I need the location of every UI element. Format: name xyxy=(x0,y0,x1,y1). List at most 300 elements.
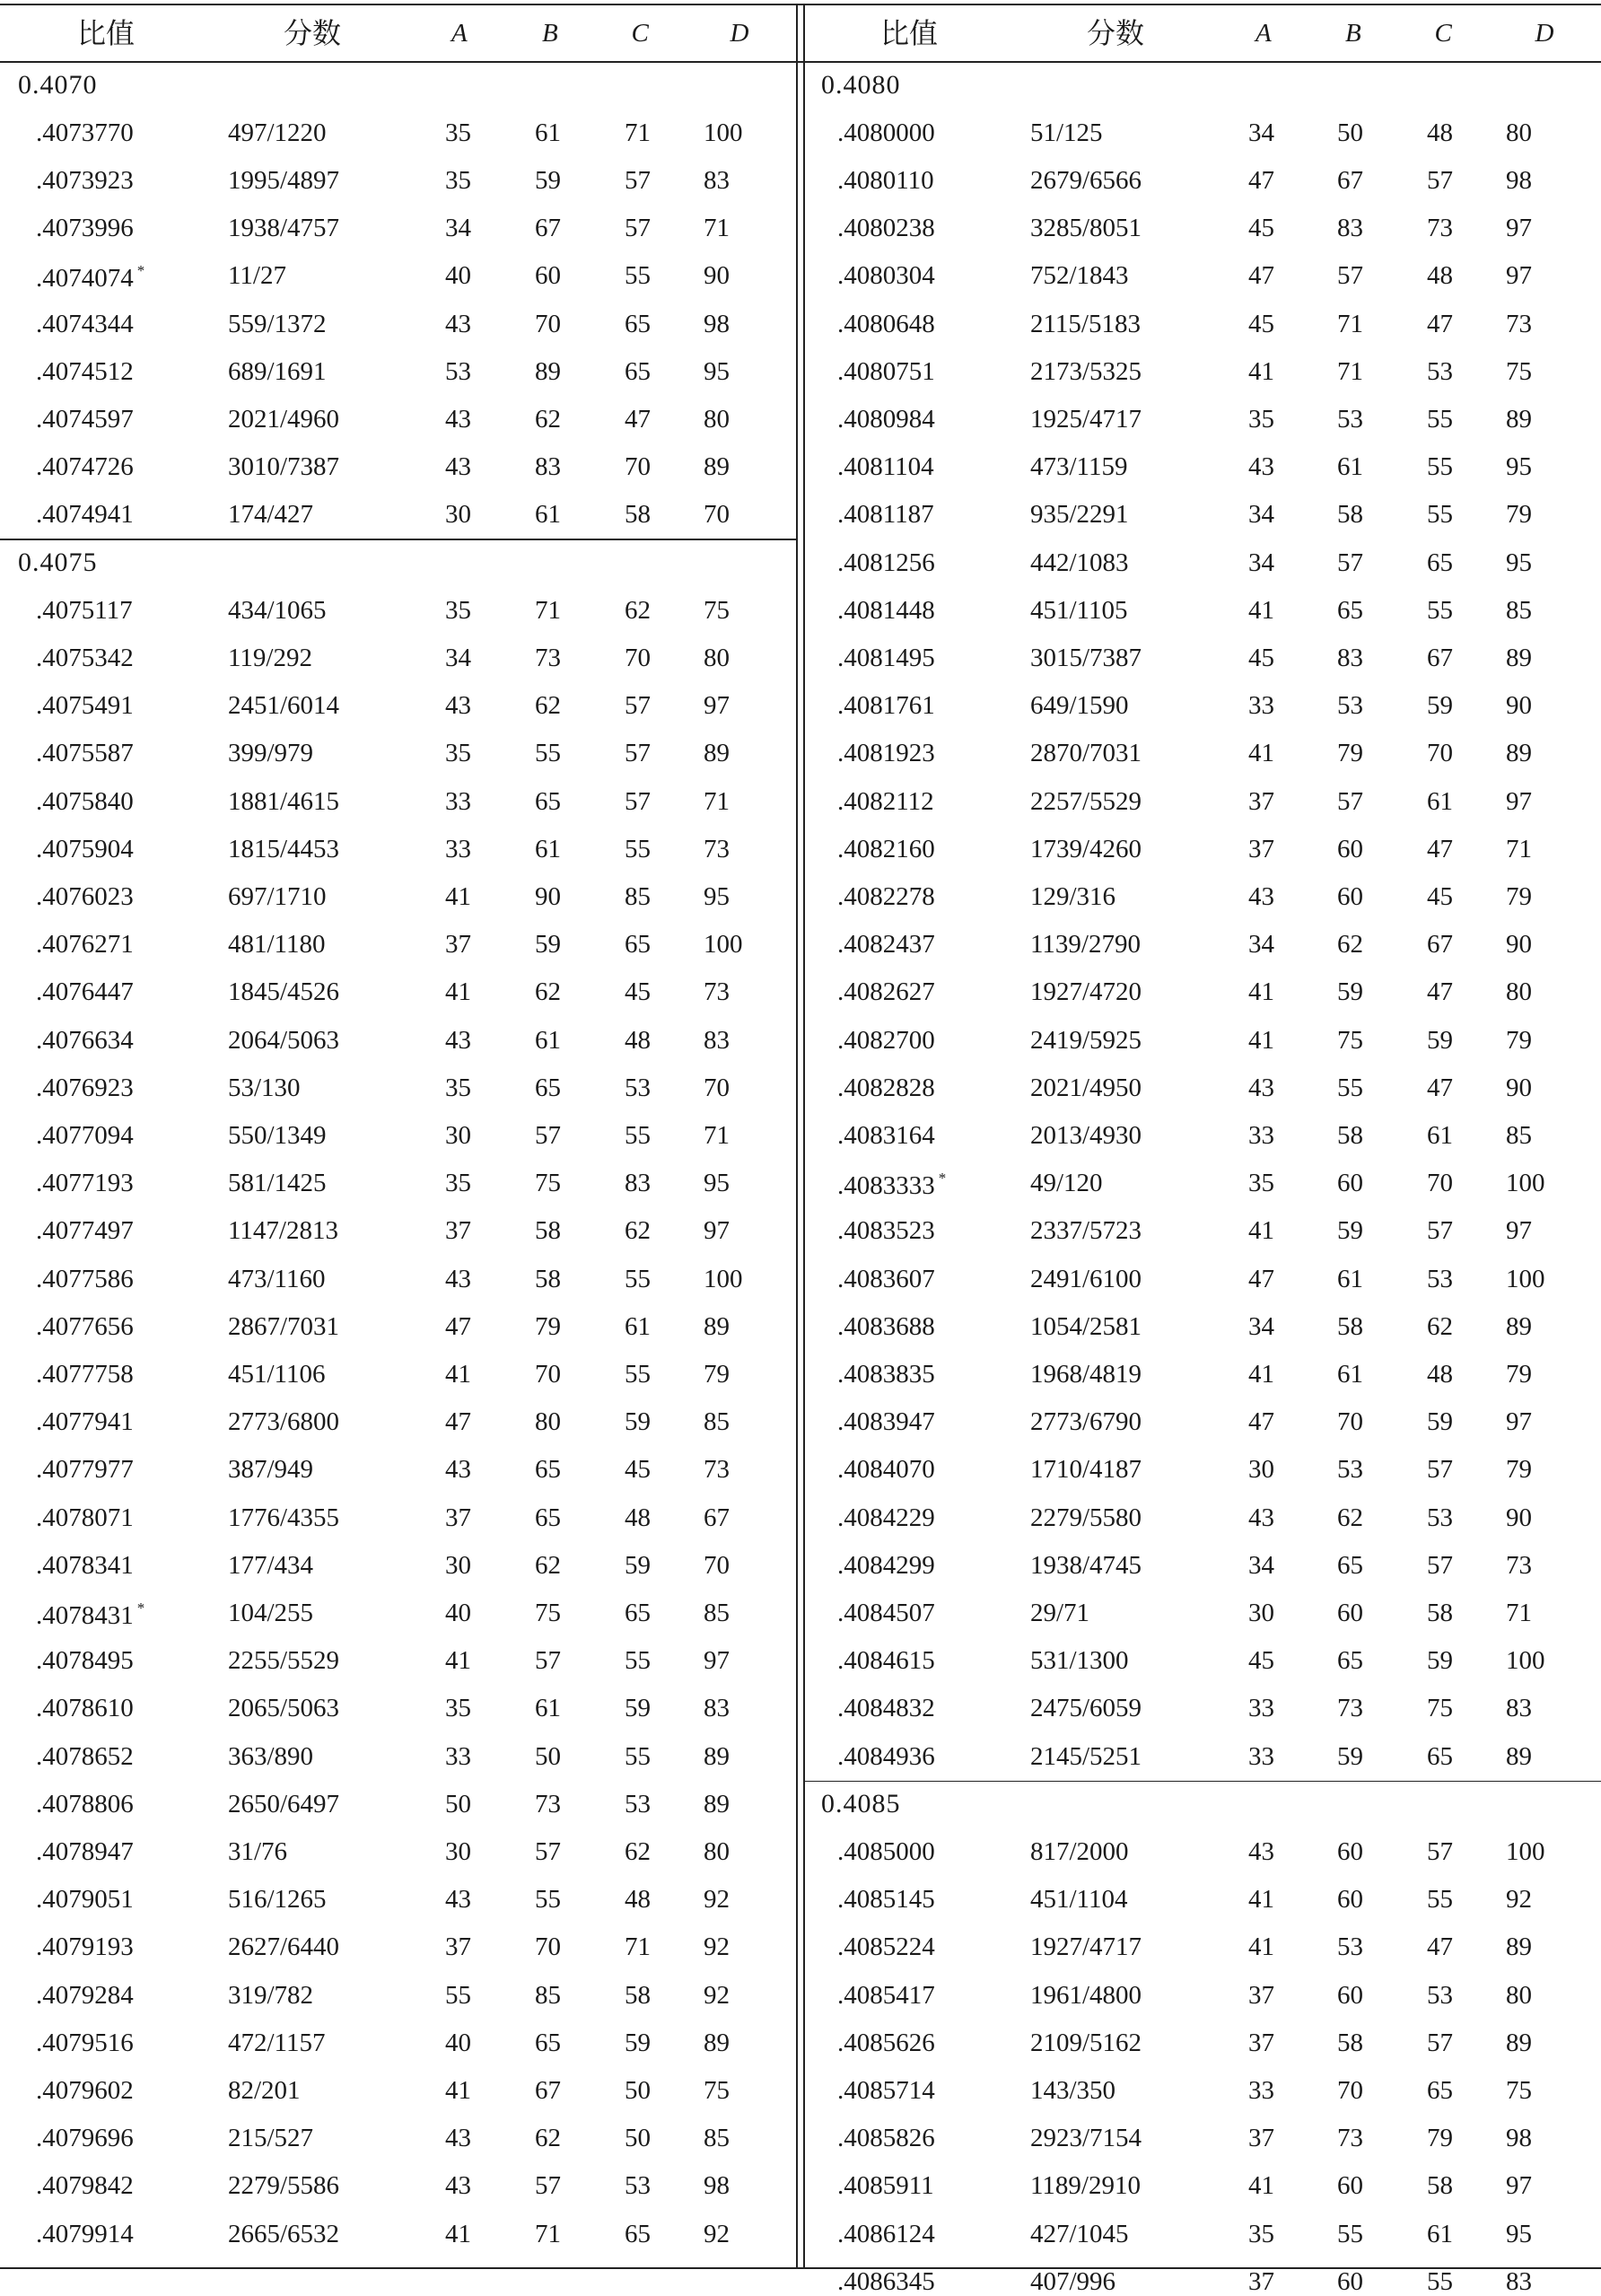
a-cell: 43 xyxy=(445,1264,471,1293)
d-cell: 79 xyxy=(1506,1359,1532,1389)
fraction-cell: 2255/5529 xyxy=(228,1646,340,1676)
panel-divider-left xyxy=(796,4,798,2267)
fraction-cell: 1925/4717 xyxy=(1030,404,1142,434)
a-cell: 37 xyxy=(1248,2028,1274,2057)
a-cell: 37 xyxy=(1248,786,1274,816)
d-cell: 97 xyxy=(1506,2171,1532,2201)
a-cell: 41 xyxy=(445,1359,471,1389)
c-cell: 58 xyxy=(1427,2171,1453,2201)
d-cell: 100 xyxy=(1506,1264,1545,1293)
b-cell: 59 xyxy=(1337,1741,1363,1771)
c-cell: 57 xyxy=(625,165,651,195)
d-cell: 73 xyxy=(1506,309,1532,338)
b-cell: 53 xyxy=(1337,691,1363,721)
ratio-cell: .4080000 xyxy=(837,118,935,147)
ratio-cell: .4077586 xyxy=(36,1264,134,1293)
fraction-cell: 1968/4819 xyxy=(1030,1359,1142,1389)
ratio-cell: .4084936 xyxy=(837,1741,935,1771)
ratio-cell: .4078610 xyxy=(36,1694,134,1723)
ratio-cell: .4084615 xyxy=(837,1646,935,1676)
b-cell: 62 xyxy=(535,404,561,434)
d-cell: 89 xyxy=(1506,739,1532,768)
c-cell: 62 xyxy=(625,1216,651,1246)
header-a: A xyxy=(451,18,468,48)
c-cell: 47 xyxy=(1427,977,1453,1007)
d-cell: 83 xyxy=(704,1694,730,1723)
b-cell: 60 xyxy=(1337,2171,1363,2201)
a-cell: 34 xyxy=(445,643,471,672)
c-cell: 65 xyxy=(1427,1741,1453,1771)
header-fraction: 分数 xyxy=(284,17,342,49)
c-cell: 70 xyxy=(625,643,651,672)
a-cell: 34 xyxy=(1248,1311,1274,1341)
ratio-cell: .4076271 xyxy=(36,930,134,960)
d-cell: 95 xyxy=(1506,548,1532,577)
c-cell: 55 xyxy=(625,1741,651,1771)
c-cell: 55 xyxy=(625,1359,651,1389)
fraction-cell: 2115/5183 xyxy=(1030,309,1141,338)
fraction-cell: 1938/4745 xyxy=(1030,1550,1142,1580)
c-cell: 57 xyxy=(1427,1550,1453,1580)
fraction-cell: 434/1065 xyxy=(228,595,327,625)
ratio-cell: .4084507 xyxy=(837,1598,935,1627)
b-cell: 89 xyxy=(535,356,561,386)
ratio-cell: .4074941 xyxy=(36,500,134,530)
fraction-cell: 752/1843 xyxy=(1030,261,1129,291)
a-cell: 43 xyxy=(445,1455,471,1485)
b-cell: 62 xyxy=(535,691,561,721)
c-cell: 55 xyxy=(1427,500,1453,530)
a-cell: 43 xyxy=(445,404,471,434)
fraction-cell: 697/1710 xyxy=(228,881,327,911)
ratio-cell: .4077941 xyxy=(36,1407,134,1437)
a-cell: 30 xyxy=(1248,1598,1274,1627)
fraction-cell: 1139/2790 xyxy=(1030,930,1141,960)
fraction-cell: 689/1691 xyxy=(228,356,327,386)
a-cell: 33 xyxy=(445,786,471,816)
fraction-cell: 559/1372 xyxy=(228,309,327,338)
a-cell: 41 xyxy=(1248,977,1274,1007)
fraction-cell: 817/2000 xyxy=(1030,1836,1129,1866)
b-cell: 75 xyxy=(535,1169,561,1198)
fraction-cell: 481/1180 xyxy=(228,930,326,960)
d-cell: 89 xyxy=(704,739,730,768)
fraction-cell: 442/1083 xyxy=(1030,548,1129,577)
c-cell: 62 xyxy=(625,1836,651,1866)
fraction-cell: 363/890 xyxy=(228,1741,314,1771)
fraction-cell: 2665/6532 xyxy=(228,2219,340,2248)
header-d: D xyxy=(1535,18,1554,48)
fraction-cell: 2923/7154 xyxy=(1030,2124,1142,2153)
c-cell: 47 xyxy=(1427,309,1453,338)
c-cell: 55 xyxy=(1427,595,1453,625)
fraction-cell: 2627/6440 xyxy=(228,1932,340,1962)
d-cell: 97 xyxy=(1506,214,1532,243)
header-ratio: 比值 xyxy=(880,17,939,49)
a-cell: 35 xyxy=(1248,1169,1274,1198)
ratio-cell: .4084832 xyxy=(837,1694,935,1723)
b-cell: 79 xyxy=(1337,739,1363,768)
b-cell: 58 xyxy=(1337,1120,1363,1150)
a-cell: 43 xyxy=(445,309,471,338)
c-cell: 65 xyxy=(625,1598,651,1627)
d-cell: 97 xyxy=(704,1646,730,1676)
b-cell: 61 xyxy=(1337,1359,1363,1389)
c-cell: 45 xyxy=(625,977,651,1007)
fraction-cell: 2419/5925 xyxy=(1030,1025,1142,1055)
a-cell: 33 xyxy=(1248,691,1274,721)
ratio-cell: .4073770 xyxy=(36,118,134,147)
b-cell: 60 xyxy=(1337,2266,1363,2296)
d-cell: 80 xyxy=(704,1836,730,1866)
d-cell: 90 xyxy=(1506,691,1532,721)
ratio-cell: .4077497 xyxy=(36,1216,134,1246)
a-cell: 41 xyxy=(1248,1025,1274,1055)
d-cell: 98 xyxy=(704,309,730,338)
d-cell: 80 xyxy=(1506,977,1532,1007)
fraction-cell: 472/1157 xyxy=(228,2028,326,2057)
c-cell: 48 xyxy=(1427,1359,1453,1389)
ratio-cell: .4074512 xyxy=(36,356,134,386)
section-rule xyxy=(805,1781,1601,1783)
c-cell: 59 xyxy=(625,1694,651,1723)
fraction-cell: 427/1045 xyxy=(1030,2219,1129,2248)
fraction-cell: 387/949 xyxy=(228,1455,314,1485)
ratio-cell: .4081761 xyxy=(837,691,935,721)
fraction-cell: 2173/5325 xyxy=(1030,356,1142,386)
fraction-cell: 29/71 xyxy=(1030,1598,1090,1627)
ratio-cell: .4080238 xyxy=(837,214,935,243)
d-cell: 80 xyxy=(1506,118,1532,147)
c-cell: 55 xyxy=(625,1264,651,1293)
a-cell: 34 xyxy=(1248,548,1274,577)
a-cell: 35 xyxy=(1248,404,1274,434)
fraction-cell: 399/979 xyxy=(228,739,314,768)
d-cell: 75 xyxy=(704,595,730,625)
a-cell: 43 xyxy=(445,691,471,721)
b-cell: 60 xyxy=(1337,834,1363,863)
fraction-cell: 649/1590 xyxy=(1030,691,1129,721)
ratio-cell: .4083523 xyxy=(837,1216,935,1246)
ratio-cell: .4081495 xyxy=(837,643,935,672)
a-cell: 47 xyxy=(1248,165,1274,195)
c-cell: 55 xyxy=(1427,404,1453,434)
fraction-cell: 451/1106 xyxy=(228,1359,326,1389)
d-cell: 83 xyxy=(1506,1694,1532,1723)
a-cell: 41 xyxy=(1248,595,1274,625)
b-cell: 73 xyxy=(1337,1694,1363,1723)
d-cell: 89 xyxy=(1506,404,1532,434)
a-cell: 33 xyxy=(445,834,471,863)
c-cell: 57 xyxy=(625,786,651,816)
fraction-cell: 1961/4800 xyxy=(1030,1980,1142,2010)
c-cell: 73 xyxy=(1427,214,1453,243)
a-cell: 37 xyxy=(445,1503,471,1532)
c-cell: 65 xyxy=(625,356,651,386)
a-cell: 35 xyxy=(445,739,471,768)
a-cell: 41 xyxy=(445,881,471,911)
ratio-cell: .4073923 xyxy=(36,165,134,195)
c-cell: 61 xyxy=(1427,1120,1453,1150)
fraction-cell: 581/1425 xyxy=(228,1169,327,1198)
d-cell: 70 xyxy=(704,1550,730,1580)
a-cell: 34 xyxy=(1248,1550,1274,1580)
b-cell: 57 xyxy=(1337,548,1363,577)
c-cell: 55 xyxy=(625,1120,651,1150)
b-cell: 61 xyxy=(535,1025,561,1055)
a-cell: 45 xyxy=(1248,214,1274,243)
a-cell: 37 xyxy=(1248,2124,1274,2153)
c-cell: 65 xyxy=(1427,548,1453,577)
c-cell: 48 xyxy=(1427,118,1453,147)
a-cell: 37 xyxy=(445,1216,471,1246)
b-cell: 58 xyxy=(1337,2028,1363,2057)
c-cell: 55 xyxy=(1427,2266,1453,2296)
a-cell: 43 xyxy=(1248,452,1274,482)
fraction-cell: 2021/4960 xyxy=(228,404,340,434)
fraction-cell: 2870/7031 xyxy=(1030,739,1142,768)
a-cell: 35 xyxy=(445,118,471,147)
c-cell: 65 xyxy=(625,2219,651,2248)
b-cell: 85 xyxy=(535,1980,561,2010)
d-cell: 71 xyxy=(1506,1598,1532,1627)
fraction-cell: 319/782 xyxy=(228,1980,314,2010)
a-cell: 50 xyxy=(445,1789,471,1818)
b-cell: 60 xyxy=(1337,1980,1363,2010)
b-cell: 53 xyxy=(1337,1932,1363,1962)
b-cell: 61 xyxy=(535,118,561,147)
a-cell: 35 xyxy=(445,1694,471,1723)
d-cell: 97 xyxy=(704,1216,730,1246)
ratio-cell: .4075491 xyxy=(36,691,134,721)
fraction-cell: 516/1265 xyxy=(228,1885,327,1915)
d-cell: 97 xyxy=(1506,1216,1532,1246)
c-cell: 47 xyxy=(625,404,651,434)
fraction-cell: 407/996 xyxy=(1030,2266,1116,2296)
fraction-cell: 451/1104 xyxy=(1030,1885,1128,1915)
b-cell: 60 xyxy=(1337,1169,1363,1198)
c-cell: 57 xyxy=(625,691,651,721)
ratio-cell: .4077758 xyxy=(36,1359,134,1389)
header-b: B xyxy=(542,18,558,48)
c-cell: 47 xyxy=(1427,1073,1453,1102)
fraction-cell: 143/350 xyxy=(1030,2075,1116,2105)
d-cell: 79 xyxy=(1506,500,1532,530)
c-cell: 70 xyxy=(1427,1169,1453,1198)
b-cell: 73 xyxy=(535,643,561,672)
d-cell: 79 xyxy=(1506,1455,1532,1485)
c-cell: 48 xyxy=(625,1025,651,1055)
b-cell: 71 xyxy=(1337,309,1363,338)
ratio-cell: .4075587 xyxy=(36,739,134,768)
fraction-cell: 1995/4897 xyxy=(228,165,340,195)
c-cell: 55 xyxy=(1427,1885,1453,1915)
d-cell: 92 xyxy=(704,1885,730,1915)
a-cell: 43 xyxy=(445,1885,471,1915)
fraction-cell: 1147/2813 xyxy=(228,1216,338,1246)
c-cell: 71 xyxy=(625,1932,651,1962)
fraction-cell: 497/1220 xyxy=(228,118,327,147)
a-cell: 45 xyxy=(1248,309,1274,338)
d-cell: 70 xyxy=(704,1073,730,1102)
a-cell: 35 xyxy=(445,165,471,195)
b-cell: 71 xyxy=(535,595,561,625)
c-cell: 62 xyxy=(625,595,651,625)
b-cell: 71 xyxy=(1337,356,1363,386)
b-cell: 53 xyxy=(1337,404,1363,434)
c-cell: 45 xyxy=(625,1455,651,1485)
d-cell: 79 xyxy=(1506,1025,1532,1055)
fraction-cell: 1927/4720 xyxy=(1030,977,1142,1007)
fraction-cell: 2337/5723 xyxy=(1030,1216,1142,1246)
d-cell: 98 xyxy=(1506,165,1532,195)
ratio-cell: .4074074 * xyxy=(36,262,145,294)
a-cell: 37 xyxy=(445,930,471,960)
b-cell: 55 xyxy=(1337,1073,1363,1102)
d-cell: 92 xyxy=(704,1980,730,2010)
ratio-cell: .4079051 xyxy=(36,1885,134,1915)
ratio-cell: .4082112 xyxy=(837,786,934,816)
d-cell: 92 xyxy=(704,1932,730,1962)
fraction-cell: 1054/2581 xyxy=(1030,1311,1142,1341)
fraction-cell: 1815/4453 xyxy=(228,834,340,863)
d-cell: 80 xyxy=(1506,1980,1532,2010)
b-cell: 80 xyxy=(535,1407,561,1437)
ratio-cell: .4076634 xyxy=(36,1025,134,1055)
d-cell: 97 xyxy=(1506,261,1532,291)
a-cell: 47 xyxy=(445,1311,471,1341)
d-cell: 97 xyxy=(1506,786,1532,816)
ratio-cell: .4079284 xyxy=(36,1980,134,2010)
c-cell: 58 xyxy=(625,1980,651,2010)
c-cell: 58 xyxy=(625,500,651,530)
fraction-cell: 177/434 xyxy=(228,1550,314,1580)
fraction-cell: 11/27 xyxy=(228,261,286,291)
a-cell: 47 xyxy=(1248,261,1274,291)
d-cell: 100 xyxy=(1506,1836,1545,1866)
ratio-cell: .4077977 xyxy=(36,1455,134,1485)
fraction-cell: 531/1300 xyxy=(1030,1646,1129,1676)
c-cell: 57 xyxy=(1427,1836,1453,1866)
d-cell: 80 xyxy=(704,643,730,672)
b-cell: 55 xyxy=(535,739,561,768)
c-cell: 55 xyxy=(625,834,651,863)
footnote-star: * xyxy=(136,1599,145,1617)
d-cell: 90 xyxy=(1506,1503,1532,1532)
a-cell: 33 xyxy=(1248,1120,1274,1150)
ratio-cell: .4085145 xyxy=(837,1885,935,1915)
a-cell: 43 xyxy=(1248,1073,1274,1102)
ratio-cell: .4085826 xyxy=(837,2124,935,2153)
d-cell: 90 xyxy=(1506,1073,1532,1102)
d-cell: 83 xyxy=(1506,2266,1532,2296)
d-cell: 71 xyxy=(704,1120,730,1150)
fraction-cell: 2021/4950 xyxy=(1030,1073,1142,1102)
d-cell: 89 xyxy=(1506,643,1532,672)
a-cell: 34 xyxy=(445,214,471,243)
section-label: 0.4070 xyxy=(18,70,98,100)
fraction-cell: 215/527 xyxy=(228,2124,314,2153)
a-cell: 34 xyxy=(1248,500,1274,530)
d-cell: 85 xyxy=(704,2124,730,2153)
b-cell: 67 xyxy=(535,2075,561,2105)
d-cell: 90 xyxy=(1506,930,1532,960)
ratio-cell: .4086124 xyxy=(837,2219,935,2248)
b-cell: 71 xyxy=(535,2219,561,2248)
b-cell: 57 xyxy=(1337,261,1363,291)
top-rule xyxy=(0,4,1601,5)
d-cell: 89 xyxy=(704,2028,730,2057)
ratio-cell: .4080304 xyxy=(837,261,935,291)
c-cell: 67 xyxy=(1427,643,1453,672)
b-cell: 62 xyxy=(1337,1503,1363,1532)
ratio-cell: .4078341 xyxy=(36,1550,134,1580)
header-a: A xyxy=(1255,18,1272,48)
d-cell: 85 xyxy=(1506,1120,1532,1150)
fraction-cell: 2279/5580 xyxy=(1030,1503,1142,1532)
c-cell: 48 xyxy=(625,1885,651,1915)
section-label: 0.4085 xyxy=(821,1789,901,1819)
ratio-cell: .4079914 xyxy=(36,2219,134,2248)
fraction-cell: 3010/7387 xyxy=(228,452,340,482)
c-cell: 59 xyxy=(625,1407,651,1437)
b-cell: 62 xyxy=(535,977,561,1007)
a-cell: 33 xyxy=(1248,1741,1274,1771)
c-cell: 57 xyxy=(1427,2028,1453,2057)
c-cell: 79 xyxy=(1427,2124,1453,2153)
d-cell: 89 xyxy=(1506,2028,1532,2057)
c-cell: 61 xyxy=(625,1311,651,1341)
c-cell: 57 xyxy=(1427,1216,1453,1246)
d-cell: 95 xyxy=(1506,452,1532,482)
fraction-cell: 550/1349 xyxy=(228,1120,327,1150)
b-cell: 83 xyxy=(1337,214,1363,243)
d-cell: 89 xyxy=(704,1741,730,1771)
c-cell: 53 xyxy=(1427,1503,1453,1532)
ratio-cell: .4083164 xyxy=(837,1120,935,1150)
d-cell: 89 xyxy=(704,1311,730,1341)
c-cell: 45 xyxy=(1427,881,1453,911)
ratio-cell: .4078806 xyxy=(36,1789,134,1818)
fraction-cell: 2279/5586 xyxy=(228,2171,340,2201)
a-cell: 43 xyxy=(1248,881,1274,911)
ratio-cell: .4082627 xyxy=(837,977,935,1007)
b-cell: 58 xyxy=(1337,1311,1363,1341)
ratio-cell: .4083835 xyxy=(837,1359,935,1389)
b-cell: 62 xyxy=(535,1550,561,1580)
fraction-cell: 82/201 xyxy=(228,2075,301,2105)
ratio-cell: .4080984 xyxy=(837,404,935,434)
ratio-cell: .4080751 xyxy=(837,356,935,386)
d-cell: 85 xyxy=(704,1598,730,1627)
c-cell: 65 xyxy=(625,309,651,338)
fraction-cell: 119/292 xyxy=(228,643,312,672)
d-cell: 100 xyxy=(704,118,743,147)
b-cell: 65 xyxy=(1337,1646,1363,1676)
ratio-cell: .4074597 xyxy=(36,404,134,434)
b-cell: 61 xyxy=(535,1694,561,1723)
ratio-cell: .4085224 xyxy=(837,1932,935,1962)
d-cell: 100 xyxy=(704,930,743,960)
ratio-cell: .4074726 xyxy=(36,452,134,482)
ratio-cell: .4082437 xyxy=(837,930,935,960)
d-cell: 73 xyxy=(1506,1550,1532,1580)
fraction-cell: 2064/5063 xyxy=(228,1025,340,1055)
a-cell: 41 xyxy=(445,2075,471,2105)
c-cell: 62 xyxy=(1427,1311,1453,1341)
ratio-cell: .4079193 xyxy=(36,1932,134,1962)
c-cell: 59 xyxy=(625,2028,651,2057)
